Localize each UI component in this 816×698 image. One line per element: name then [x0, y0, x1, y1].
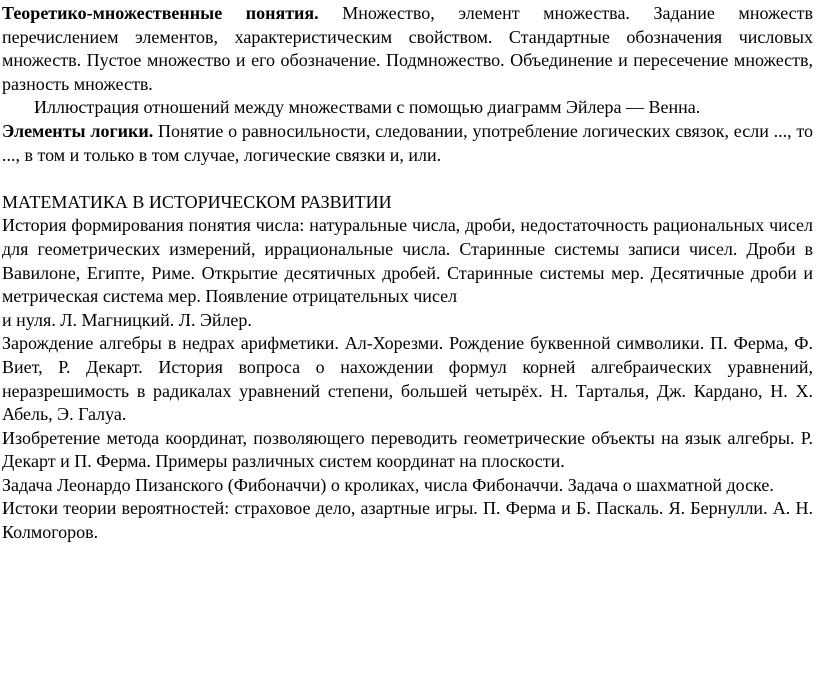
set-theory-text: Множество, элемент множества. Задание множеств перечислением элементов, характеристическим свойством. Стандартные обозначения числовых множеств. Пустое множество и его обозначение. Подмножество. Объединение и пересечение множеств, разность множеств. — [2, 3, 813, 94]
history-paragraph-probability: Истоки теории вероятностей: страховое дело, азартные игры. П. Ферма и Б. Паскаль. Я. Бернулли. А. Н. Колмогоров. — [2, 498, 813, 543]
history-paragraph-coordinates: Изобретение метода координат, позволяющего переводить геометрические объекты на язык алгебры. Р. Декарт и П. Ферма. Примеры различных систем координат на плоскости. — [2, 427, 813, 472]
history-paragraph-number-concept: История формирования понятия числа: натуральные числа, дроби, недостаточность рациональных чисел для геометрических измерений, иррациональные числа. Старинные системы записи чисел. Дроби в Вавилоне, Египте, Риме. Открытие десятичных дробей. Старинные системы мер. Десятичные дроби и метрическая система мер. Появление отрицательных чисел — [2, 215, 813, 307]
set-theory-term: Теоретико-множественные понятия. — [2, 3, 319, 23]
history-paragraph-zero: и нуля. Л. Магницкий. Л. Эйлер. — [2, 309, 252, 330]
logic-term: Элементы логики. — [2, 120, 154, 141]
history-paragraph-fibonacci: Задача Леонардо Пизанского (Фибоначчи) о кроликах, числа Фибоначчи. Задача о шахматной доске. — [2, 474, 774, 495]
euler-venn-paragraph: Иллюстрация отношений между множествами с помощью диаграмм Эйлера — Венна. — [34, 97, 701, 118]
history-paragraph-algebra: Зарождение алгебры в недрах арифметики. Ал-Хорезми. Рождение буквенной символики. П. Ферма, Ф. Виет, Р. Декарт. История вопроса о нахождении формул корней алгебраических уравнений, неразрешимость в радикалах уравнений степени, большей четырёх. Н. Тарталья, Дж. Кардано, Н. Х. Абель, Э. Галуа. — [2, 333, 813, 425]
logic-text: Понятие о равносильности, следовании, употребление логических связок, если ..., то ..., в том и только в том случае, логические связки и, или. — [2, 120, 813, 165]
blank-line — [2, 167, 813, 191]
set-theory-paragraph — [2, 2, 813, 96]
logic-paragraph — [2, 120, 813, 167]
history-heading: МАТЕМАТИКА В ИСТОРИЧЕСКОМ РАЗВИТИИ — [2, 191, 392, 212]
